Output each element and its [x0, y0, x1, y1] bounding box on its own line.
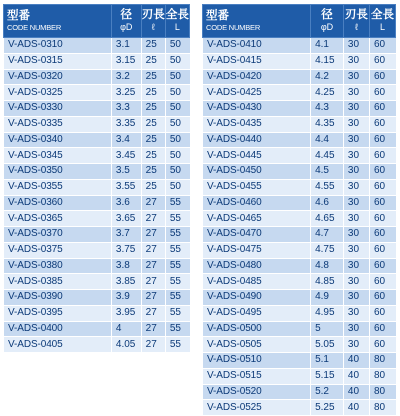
cell-total-length: 60: [369, 321, 395, 337]
cell-diameter: 3.35: [111, 116, 141, 132]
cell-total-length: 50: [165, 132, 189, 148]
cell-code-number: V-ADS-0490: [203, 290, 311, 306]
spec-table-left: [3, 4, 190, 353]
cell-diameter: 3.75: [111, 242, 141, 258]
cell-diameter: 3.6: [111, 195, 141, 211]
table-row: [4, 69, 190, 85]
cell-code-number: V-ADS-0475: [203, 242, 311, 258]
cell-total-length: 60: [369, 179, 395, 195]
cell-blade-length: 27: [141, 337, 165, 353]
cell-blade-length: 27: [141, 321, 165, 337]
cell-blade-length: 30: [343, 290, 369, 306]
table-row: [203, 116, 396, 132]
cell-diameter: 3.5: [111, 164, 141, 180]
table-row: [203, 337, 396, 353]
table-row: [4, 321, 190, 337]
cell-total-length: 55: [165, 211, 189, 227]
cell-diameter: 4.25: [311, 85, 344, 101]
cell-code-number: V-ADS-0325: [4, 85, 112, 101]
cell-total-length: 50: [165, 116, 189, 132]
cell-total-length: 60: [369, 101, 395, 117]
table-row: [4, 227, 190, 243]
cell-diameter: 4.7: [311, 227, 344, 243]
cell-diameter: 4.6: [311, 195, 344, 211]
header-total-length: [369, 5, 395, 38]
cell-diameter: 4.8: [311, 258, 344, 274]
cell-total-length: 55: [165, 227, 189, 243]
cell-code-number: V-ADS-0430: [203, 101, 311, 117]
cell-diameter: 3.55: [111, 179, 141, 195]
cell-total-length: 50: [165, 38, 189, 54]
table-row: [4, 148, 190, 164]
cell-blade-length: 40: [343, 353, 369, 369]
cell-code-number: V-ADS-0350: [4, 164, 112, 180]
cell-code-number: V-ADS-0390: [4, 290, 112, 306]
cell-total-length: 50: [165, 164, 189, 180]
cell-total-length: 50: [165, 148, 189, 164]
cell-blade-length: 40: [343, 368, 369, 384]
cell-code-number: V-ADS-0335: [4, 116, 112, 132]
table-row: [4, 101, 190, 117]
cell-diameter: 5.2: [311, 384, 344, 400]
table-body-right: [203, 38, 396, 416]
cell-blade-length: 25: [141, 85, 165, 101]
cell-code-number: V-ADS-0460: [203, 195, 311, 211]
header-model-label: 型番: [206, 10, 229, 23]
cell-blade-length: 30: [343, 101, 369, 117]
cell-diameter: 4.95: [311, 305, 344, 321]
cell-diameter: 3.15: [111, 53, 141, 69]
cell-total-length: 60: [369, 148, 395, 164]
cell-code-number: V-ADS-0495: [203, 305, 311, 321]
table-row: [203, 101, 396, 117]
cell-code-number: V-ADS-0310: [4, 38, 112, 54]
cell-blade-length: 30: [343, 227, 369, 243]
cell-diameter: 4.45: [311, 148, 344, 164]
cell-code-number: V-ADS-0440: [203, 132, 311, 148]
cell-total-length: 50: [165, 101, 189, 117]
header-diameter: [311, 5, 344, 38]
table-row: [4, 211, 190, 227]
cell-code-number: V-ADS-0455: [203, 179, 311, 195]
cell-code-number: V-ADS-0380: [4, 258, 112, 274]
cell-total-length: 50: [165, 69, 189, 85]
cell-total-length: 55: [165, 321, 189, 337]
cell-blade-length: 30: [343, 274, 369, 290]
cell-code-number: V-ADS-0360: [4, 195, 112, 211]
table-row: [203, 132, 396, 148]
cell-code-number: V-ADS-0425: [203, 85, 311, 101]
cell-diameter: 4: [111, 321, 141, 337]
header-model: [203, 5, 311, 38]
cell-blade-length: 30: [343, 305, 369, 321]
cell-total-length: 80: [369, 400, 395, 416]
header-code-number-label: CODE NUMBER: [7, 23, 62, 33]
table-row: [203, 305, 396, 321]
spec-table-right: [202, 4, 396, 416]
cell-total-length: 60: [369, 164, 395, 180]
cell-blade-length: 25: [141, 116, 165, 132]
cell-blade-length: 30: [343, 132, 369, 148]
cell-diameter: 3.9: [111, 290, 141, 306]
table-header-row: [4, 5, 190, 38]
table-row: [203, 164, 396, 180]
cell-total-length: 60: [369, 132, 395, 148]
cell-total-length: 60: [369, 305, 395, 321]
cell-blade-length: 25: [141, 101, 165, 117]
table-row: [203, 258, 396, 274]
table-row: [203, 179, 396, 195]
cell-blade-length: 27: [141, 242, 165, 258]
cell-diameter: 3.4: [111, 132, 141, 148]
table-row: [203, 274, 396, 290]
table-row: [203, 242, 396, 258]
cell-blade-length: 30: [343, 211, 369, 227]
cell-code-number: V-ADS-0445: [203, 148, 311, 164]
cell-code-number: V-ADS-0355: [4, 179, 112, 195]
cell-code-number: V-ADS-0435: [203, 116, 311, 132]
cell-diameter: 3.1: [111, 38, 141, 54]
header-model-label: 型番: [7, 10, 30, 23]
cell-blade-length: 27: [141, 305, 165, 321]
cell-blade-length: 25: [141, 53, 165, 69]
table-row: [4, 164, 190, 180]
cell-total-length: 55: [165, 195, 189, 211]
cell-code-number: V-ADS-0420: [203, 69, 311, 85]
cell-total-length: 60: [369, 116, 395, 132]
cell-total-length: 55: [165, 242, 189, 258]
cell-blade-length: 30: [343, 116, 369, 132]
table-row: [203, 195, 396, 211]
cell-diameter: 4.75: [311, 242, 344, 258]
cell-blade-length: 25: [141, 179, 165, 195]
table-row: [203, 400, 396, 416]
cell-diameter: 3.65: [111, 211, 141, 227]
cell-total-length: 60: [369, 211, 395, 227]
cell-code-number: V-ADS-0485: [203, 274, 311, 290]
table-row: [203, 227, 396, 243]
cell-diameter: 4.9: [311, 290, 344, 306]
table-row: [4, 305, 190, 321]
cell-blade-length: 30: [343, 337, 369, 353]
cell-total-length: 60: [369, 53, 395, 69]
cell-total-length: 50: [165, 53, 189, 69]
cell-code-number: V-ADS-0370: [4, 227, 112, 243]
table-row: [4, 274, 190, 290]
cell-diameter: 3.7: [111, 227, 141, 243]
cell-blade-length: 30: [343, 179, 369, 195]
cell-blade-length: 30: [343, 164, 369, 180]
cell-diameter: 4.05: [111, 337, 141, 353]
cell-diameter: 4.5: [311, 164, 344, 180]
cell-blade-length: 40: [343, 384, 369, 400]
cell-diameter: 5.05: [311, 337, 344, 353]
cell-blade-length: 27: [141, 227, 165, 243]
header-blade-length: [141, 5, 165, 38]
cell-diameter: 5: [311, 321, 344, 337]
table-row: [203, 85, 396, 101]
header-diameter-symbol: φD: [120, 22, 133, 33]
cell-blade-length: 30: [343, 85, 369, 101]
cell-blade-length: 30: [343, 258, 369, 274]
table-row: [4, 179, 190, 195]
cell-total-length: 50: [165, 85, 189, 101]
table-row: [4, 195, 190, 211]
table-row: [203, 53, 396, 69]
cell-diameter: 3.8: [111, 258, 141, 274]
cell-code-number: V-ADS-0500: [203, 321, 311, 337]
cell-diameter: 3.95: [111, 305, 141, 321]
cell-diameter: 3.2: [111, 69, 141, 85]
table-row: [203, 321, 396, 337]
cell-blade-length: 30: [343, 69, 369, 85]
table-row: [203, 290, 396, 306]
cell-code-number: V-ADS-0330: [4, 101, 112, 117]
cell-blade-length: 30: [343, 242, 369, 258]
table-row: [203, 368, 396, 384]
cell-blade-length: 27: [141, 211, 165, 227]
cell-code-number: V-ADS-0415: [203, 53, 311, 69]
cell-diameter: 5.1: [311, 353, 344, 369]
cell-code-number: V-ADS-0525: [203, 400, 311, 416]
cell-code-number: V-ADS-0375: [4, 242, 112, 258]
header-total-length-label: 全長: [370, 9, 394, 22]
cell-diameter: 4.4: [311, 132, 344, 148]
cell-blade-length: 30: [343, 195, 369, 211]
cell-diameter: 4.85: [311, 274, 344, 290]
header-diameter: [111, 5, 141, 38]
cell-total-length: 80: [369, 353, 395, 369]
table-row: [203, 38, 396, 54]
cell-code-number: V-ADS-0400: [4, 321, 112, 337]
header-blade-length-label: 刃長: [344, 9, 368, 22]
table-row: [203, 211, 396, 227]
cell-total-length: 55: [165, 274, 189, 290]
cell-code-number: V-ADS-0340: [4, 132, 112, 148]
header-blade-length-symbol: ℓ: [151, 22, 155, 33]
cell-code-number: V-ADS-0450: [203, 164, 311, 180]
cell-code-number: V-ADS-0505: [203, 337, 311, 353]
header-model: [4, 5, 112, 38]
table-row: [4, 38, 190, 54]
header-diameter-symbol: φD: [320, 22, 334, 33]
cell-diameter: 3.45: [111, 148, 141, 164]
cell-total-length: 55: [165, 258, 189, 274]
header-total-length: [165, 5, 189, 38]
cell-total-length: 60: [369, 69, 395, 85]
cell-code-number: V-ADS-0520: [203, 384, 311, 400]
cell-total-length: 60: [369, 85, 395, 101]
table-header-row: [203, 5, 396, 38]
header-total-length-symbol: L: [379, 22, 385, 33]
cell-code-number: V-ADS-0385: [4, 274, 112, 290]
header-total-length-label: 全長: [165, 9, 189, 22]
table-row: [4, 132, 190, 148]
cell-blade-length: 27: [141, 258, 165, 274]
header-diameter-label: 径: [321, 9, 333, 22]
header-blade-length-symbol: ℓ: [354, 22, 358, 33]
cell-blade-length: 25: [141, 69, 165, 85]
table-row: [203, 69, 396, 85]
cell-blade-length: 25: [141, 164, 165, 180]
cell-diameter: 3.3: [111, 101, 141, 117]
header-total-length-symbol: L: [174, 22, 180, 33]
cell-total-length: 60: [369, 227, 395, 243]
cell-total-length: 60: [369, 242, 395, 258]
cell-code-number: V-ADS-0320: [4, 69, 112, 85]
cell-code-number: V-ADS-0365: [4, 211, 112, 227]
cell-diameter: 4.3: [311, 101, 344, 117]
table-row: [4, 242, 190, 258]
cell-blade-length: 30: [343, 321, 369, 337]
cell-code-number: V-ADS-0510: [203, 353, 311, 369]
table-body-left: [4, 38, 190, 353]
table-row: [4, 337, 190, 353]
cell-total-length: 60: [369, 195, 395, 211]
cell-code-number: V-ADS-0465: [203, 211, 311, 227]
cell-total-length: 60: [369, 337, 395, 353]
cell-total-length: 60: [369, 290, 395, 306]
cell-blade-length: 30: [343, 148, 369, 164]
cell-diameter: 5.15: [311, 368, 344, 384]
cell-diameter: 3.25: [111, 85, 141, 101]
table-row: [203, 353, 396, 369]
cell-blade-length: 25: [141, 38, 165, 54]
cell-blade-length: 40: [343, 400, 369, 416]
cell-code-number: V-ADS-0410: [203, 38, 311, 54]
cell-diameter: 4.65: [311, 211, 344, 227]
cell-diameter: 4.2: [311, 69, 344, 85]
cell-blade-length: 30: [343, 53, 369, 69]
cell-diameter: 4.55: [311, 179, 344, 195]
cell-code-number: V-ADS-0315: [4, 53, 112, 69]
cell-diameter: 4.15: [311, 53, 344, 69]
cell-total-length: 80: [369, 368, 395, 384]
cell-total-length: 55: [165, 305, 189, 321]
table-row: [4, 116, 190, 132]
cell-diameter: 4.35: [311, 116, 344, 132]
cell-total-length: 60: [369, 274, 395, 290]
cell-code-number: V-ADS-0405: [4, 337, 112, 353]
cell-diameter: 5.25: [311, 400, 344, 416]
table-row: [4, 258, 190, 274]
cell-blade-length: 27: [141, 290, 165, 306]
table-row: [4, 85, 190, 101]
header-blade-length: [343, 5, 369, 38]
cell-total-length: 55: [165, 337, 189, 353]
table-row: [4, 53, 190, 69]
cell-total-length: 80: [369, 384, 395, 400]
header-code-number-label: CODE NUMBER: [206, 23, 261, 33]
table-row: [4, 290, 190, 306]
cell-code-number: V-ADS-0515: [203, 368, 311, 384]
cell-blade-length: 30: [343, 38, 369, 54]
cell-total-length: 50: [165, 179, 189, 195]
cell-blade-length: 25: [141, 148, 165, 164]
cell-blade-length: 27: [141, 274, 165, 290]
cell-diameter: 3.85: [111, 274, 141, 290]
cell-total-length: 60: [369, 38, 395, 54]
cell-code-number: V-ADS-0395: [4, 305, 112, 321]
table-row: [203, 148, 396, 164]
cell-code-number: V-ADS-0480: [203, 258, 311, 274]
cell-blade-length: 27: [141, 195, 165, 211]
cell-total-length: 60: [369, 258, 395, 274]
cell-code-number: V-ADS-0470: [203, 227, 311, 243]
cell-total-length: 55: [165, 290, 189, 306]
cell-blade-length: 25: [141, 132, 165, 148]
header-diameter-label: 径: [120, 9, 133, 22]
header-blade-length-label: 刃長: [141, 9, 165, 22]
table-row: [203, 384, 396, 400]
cell-diameter: 4.1: [311, 38, 344, 54]
cell-code-number: V-ADS-0345: [4, 148, 112, 164]
